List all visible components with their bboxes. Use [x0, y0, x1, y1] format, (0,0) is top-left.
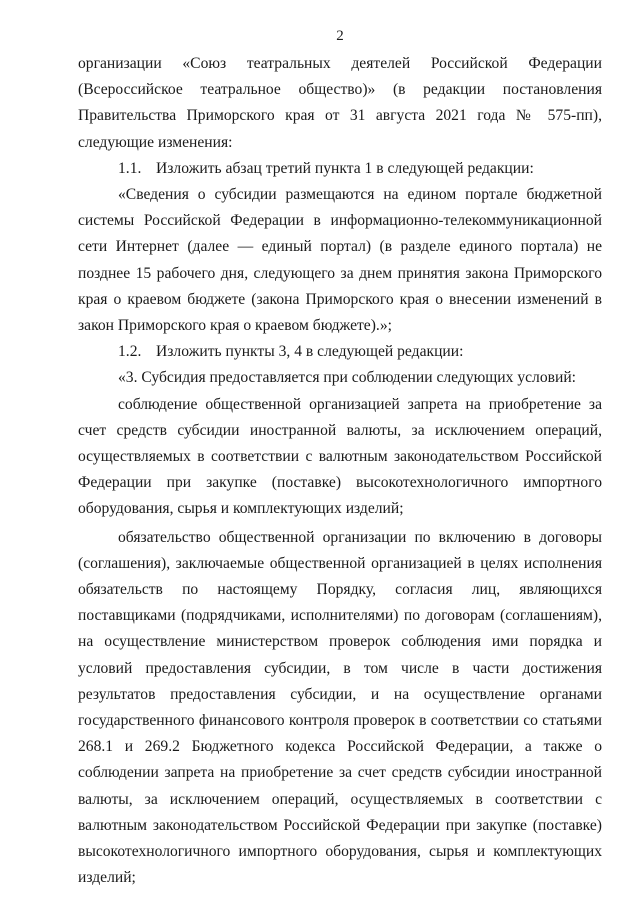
paragraph-conditions-heading: «3. Субсидия предоставляется при соблюдении следующих условий: [118, 369, 577, 387]
document-body [78, 51, 602, 892]
paragraph-item-1-2 [78, 339, 602, 365]
paragraph-item-1-1 [78, 156, 602, 182]
paragraph-quote-portal: «Сведения о субсидии размещаются на едином портале бюджетной системы Российской Федерации в информационно-телекоммуникационной сети Интернет (далее — единый портал) (в разделе единого портала) не позднее 15 рабочего дня, следующего за днем принятия закона Приморского края о краевом бюджете (закона Приморского края о внесении изменений в закон Приморского края о краевом бюджете).»; [78, 186, 602, 335]
item-number: 1.1. [118, 159, 142, 177]
item-text: Изложить абзац третий пункта 1 в следующей редакции: [156, 159, 534, 177]
paragraph-condition-1: соблюдение общественной организацией запрета на приобретение за счет средств субсидии иностранной валюты, за исключением операций, осуществляемых в соответствии с валютным законодательством Российской Федерации при закупке (поставке) высокотехнологичного импортного оборудования, сырья и комплектующих изделий; [78, 395, 602, 518]
item-number: 1.2. [118, 343, 142, 361]
item-text: Изложить пункты 3, 4 в следующей редакции: [156, 343, 464, 361]
paragraph-condition-2: обязательство общественной организации по включению в договоры (соглашения), заключаемые общественной организацией в целях исполнения обязательств по настоящему Порядку, согласия лиц, являющихся поставщиками (подрядчиками, исполнителями) по договорам (соглашениям), на осуществление министерством проверок соблюдения ими порядка и условий предоставления субсидии, в том числе в части достижения результатов предоставления субсидии, и на осуществление органами государственного финансового контроля проверок в соответствии со статьями 268.1 и 269.2 Бюджетного кодекса Российской Федерации, а также о соблюдении запрета на приобретение за счет средств субсидии иностранной валюты, за исключением операций, осуществляемых в соответствии с валютным законодательством Российской Федерации при закупке (поставке) высокотехнологичного импортного оборудования, сырья и комплектующих изделий; [78, 528, 602, 887]
page-number: 2 [336, 28, 344, 44]
paragraph-intro: организации «Союз театральных деятелей Российской Федерации (Всероссийское театральное общество)» (в редакции постановления Правительства Приморского края от 31 августа 2021 года № 575-пп), следующие изменения: [78, 55, 602, 151]
